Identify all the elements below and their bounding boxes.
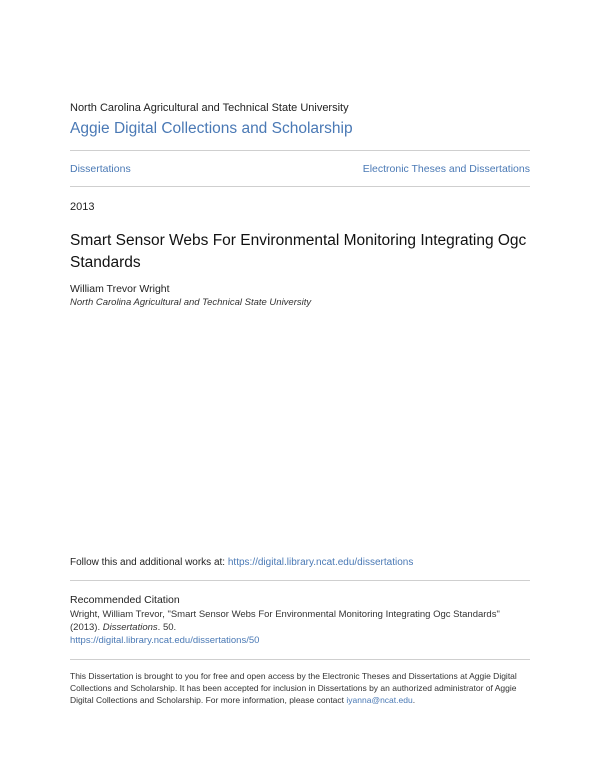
etd-link[interactable]: Electronic Theses and Dissertations <box>362 163 530 175</box>
citation-series: Dissertations <box>102 622 158 633</box>
citation-text: Wright, William Trevor, "Smart Sensor Webs For Environmental Monitoring Integrating Ogc Standards" (2013). <box>70 609 500 633</box>
divider-nav <box>70 186 530 187</box>
contact-email-link[interactable]: iyanna@ncat.edu <box>346 695 413 705</box>
citation-number: . 50. <box>157 622 177 633</box>
notice-text: This Dissertation is brought to you for free and open access by the Electronic Theses and Dissertations at Aggie Digital Collections and Scholarship. It has been accepted for inclusion in Dissertations by an authorized administrator of Aggie Digital Collections and Scholarship. For more information, please contact <box>70 671 517 705</box>
access-notice <box>70 670 540 706</box>
document-title: Smart Sensor Webs For Environmental Monitoring Integrating Ogc Standards <box>70 232 527 271</box>
divider-citation <box>70 580 530 581</box>
author-affiliation: North Carolina Agricultural and Technical State University <box>70 297 312 308</box>
publication-year: 2013 <box>70 201 95 213</box>
follow-line <box>70 557 413 568</box>
follow-url-link[interactable]: https://digital.library.ncat.edu/dissertations <box>227 557 414 568</box>
citation-body <box>70 608 530 647</box>
notice-end: . <box>412 695 416 705</box>
dissertations-link[interactable]: Dissertations <box>70 163 131 175</box>
follow-text: Follow this and additional works at: <box>70 557 228 568</box>
citation-url-link[interactable]: https://digital.library.ncat.edu/dissertations/50 <box>70 635 260 646</box>
citation-heading: Recommended Citation <box>70 594 180 606</box>
divider-top <box>70 150 530 151</box>
author-name: William Trevor Wright <box>70 283 170 295</box>
divider-notice <box>70 659 530 660</box>
repository-link[interactable]: Aggie Digital Collections and Scholarship <box>70 120 353 137</box>
institution-name: North Carolina Agricultural and Technical State University <box>70 102 349 114</box>
